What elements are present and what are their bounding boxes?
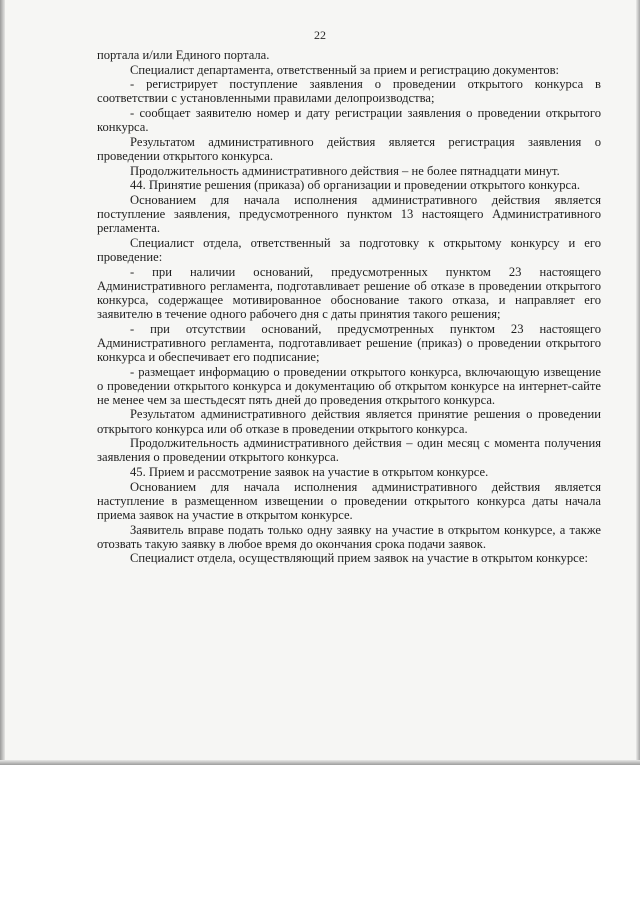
paragraph: Продолжительность административного действия – один месяц с момента получения заявления о проведении открытого конкурса. [97, 436, 601, 465]
paragraph: - регистрирует поступление заявления о проведении открытого конкурса в соответствии с установленными правилами делопроизводства; [97, 77, 601, 106]
scan-edge-left [0, 0, 5, 765]
paragraph: - сообщает заявителю номер и дату регистрации заявления о проведении открытого конкурса. [97, 106, 601, 135]
paragraph: - при наличии оснований, предусмотренных пунктом 23 настоящего Административного регламента, подготавливает решение об отказе в проведении открытого конкурса, содержащее мотивированное обоснование такого отказа, и направляет его заявителю в течение одного рабочего дня с даты принятия такого решения; [97, 264, 601, 322]
paragraph: - размещает информацию о проведении открытого конкурса, включающую извещение о проведении открытого конкурса и документацию об открытом конкурсе на интернет-сайте не менее чем за шестьдесят пять дней до проведения открытого конкурса. [97, 364, 601, 407]
section-heading: 45. Прием и рассмотрение заявок на участие в открытом конкурсе. [130, 465, 489, 480]
blank-area [0, 765, 640, 905]
document-body [97, 48, 601, 566]
paragraph: Специалист департамента, ответственный за прием и регистрацию документов: [130, 62, 560, 77]
section-heading: 44. Принятие решения (приказа) об организации и проведении открытого конкурса. [130, 178, 580, 193]
paragraph: Результатом административного действия является принятие решения о проведении открытого конкурса или об отказе в проведении открытого конкурса. [97, 407, 601, 436]
paragraph: Заявитель вправе подать только одну заявку на участие в открытом конкурсе, а также отозвать такую заявку в любое время до окончания срока подачи заявок. [97, 522, 601, 551]
paragraph: портала и/или Единого портала. [97, 48, 270, 62]
paragraph: Специалист отдела, ответственный за подготовку к открытому конкурсу и его проведение: [97, 235, 601, 265]
scan-edge-right [636, 0, 640, 765]
paragraph: Продолжительность административного действия – не более пятнадцати минут. [130, 163, 560, 178]
paragraph: Специалист отдела, осуществляющий прием заявок на участие в открытом конкурсе: [130, 551, 588, 566]
page-number: 22 [314, 28, 326, 42]
paragraph: Основанием для начала исполнения административного действия является поступление заявления, предусмотренного пунктом 13 настоящего Административного регламента. [97, 193, 601, 236]
paragraph: Результатом административного действия является регистрация заявления о проведении открытого конкурса. [97, 134, 601, 164]
paragraph: - при отсутствии оснований, предусмотренных пунктом 23 настоящего Административного регламента, подготавливает решение (приказ) о проведении открытого конкурса и обеспечивает его подписание; [97, 321, 601, 364]
paragraph: Основанием для начала исполнения административного действия является наступление в размещенном извещении о проведении открытого конкурса даты начала приема заявок на участие в открытом конкурсе. [97, 479, 601, 522]
